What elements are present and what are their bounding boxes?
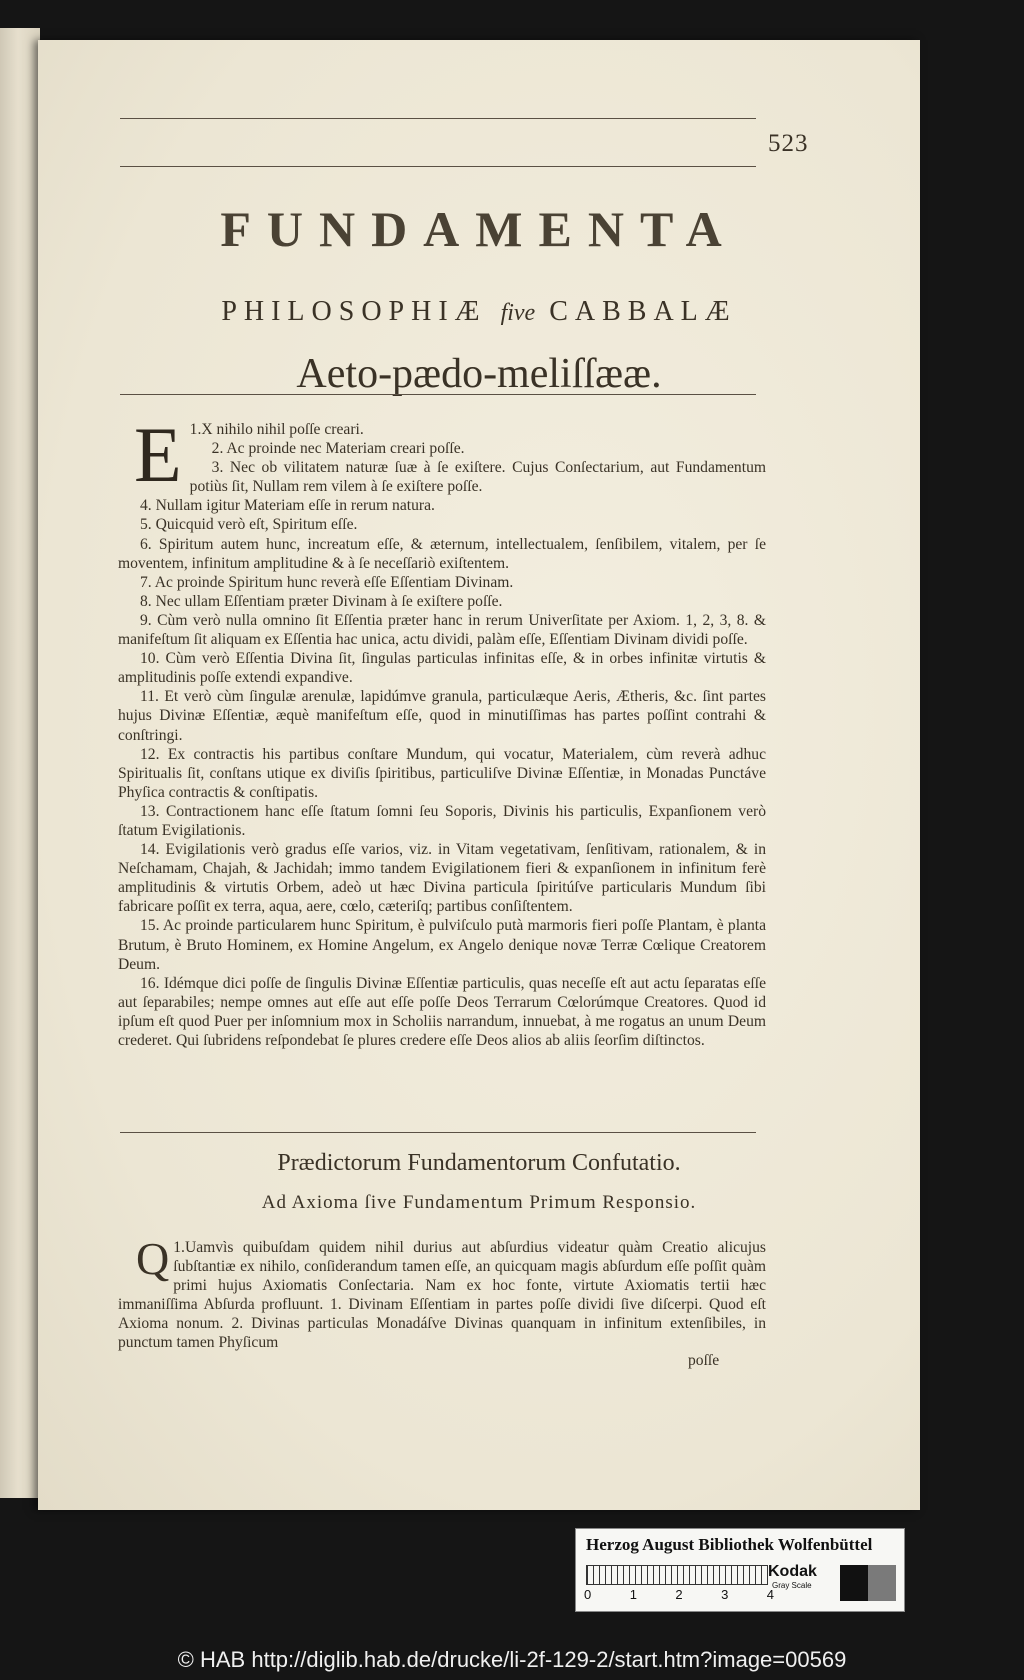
title-line-2 (38, 296, 920, 328)
kodak-logo: Kodak (768, 1563, 817, 1580)
axiom-6: 6. Spiritum autem hunc, increatum eſſe, & æternum, intellectualem, ſenſibilem, vitalem, per ſe moventem, infinitum amplitudine & à ſe neceſſariò exiſtentem. (118, 535, 766, 572)
axiom-text: X nihilo nihil poſſe creari. (201, 421, 364, 438)
title-aeto-paedo-melissaeae: Aeto-pædo-meliſſææ. (296, 351, 662, 397)
header-rule (120, 166, 756, 167)
axiom-15: 15. Ac proinde particularem hunc Spiritum, è pulviſculo putà marmoris fieri poſſe Plantam, è planta Brutum, è Bruto Hominem, ex Homine Angelum, ex Angelo denique novæ Terræ Cœlique Creatorem Deum. (118, 917, 766, 973)
confutatio-number: 1. (173, 1239, 185, 1256)
axiom-number: 1. (189, 421, 202, 438)
axiom-4: 4. Nullam igitur Materiam eſſe in rerum natura. (140, 497, 435, 515)
confutatio-body (118, 1233, 766, 1353)
axioms-body (118, 411, 766, 1050)
scale-number: 4 (766, 1587, 774, 1602)
top-rule (120, 118, 756, 119)
scale-number: 1 (629, 1587, 637, 1602)
axiom-8: 8. Nec ullam Eſſentiam præter Divinam à ſe exiſtere poſſe. (140, 592, 503, 610)
title-philosophiae: PHILOSOPHIÆ (221, 296, 487, 327)
library-label (575, 1528, 905, 1612)
title-rule (120, 394, 756, 395)
axiom-7: 7. Ac proinde Spiritum hunc reverà eſſe Eſſentiam Divinam. (140, 573, 514, 591)
axiom-16: 16. Idémque dici poſſe de ſingulis Divinæ Eſſentiæ particulis, quas neceſſe eſt aut actu ſeparatas eſſe aut ſeparabiles; nempe omnes aut eſſe aut eſſe poſſe Deos Terrarum Cœlorúmque Creatores. Quod id ipſum eſt quod Puer per inſomnium mox in Scholiis narrandum, innuebat, à me rogatus an unum Deum crederet. Qui ſubridens reſpondebat ſe plures credere eſſe Deos alios ab aliis ſeorſim diſtinctos. (118, 974, 766, 1049)
scale-number: 2 (675, 1587, 683, 1602)
section-rule (120, 1132, 756, 1133)
title-cabbalae: CABBALÆ (549, 296, 737, 327)
axiom-3: 3. Nec ob vilitatem naturæ ſuæ à ſe exiſtere. Cujus Conſectarium, aut Fundamentum potiùs ſit, Nullam rem vilem à ſe exiſtere poſſe. (189, 459, 766, 496)
axiom-10: 10. Cùm verò Eſſentia Divina ſit, ſingulas particulas infinitas eſſe, & in orbes infinitæ virtutis & amplitudinis poſſe extendi expandive. (118, 650, 766, 687)
scale-numbers (584, 1587, 774, 1602)
library-name: Herzog August Bibliothek Wolfenbüttel (586, 1535, 873, 1554)
gray-swatch (840, 1565, 896, 1601)
gray-scale-label: Gray Scale (772, 1581, 812, 1590)
measure-scale (586, 1565, 768, 1585)
scale-number: 3 (721, 1587, 729, 1602)
axiom-13: 13. Contractionem hanc eſſe ſtatum ſomni ſeu Soporis, Divinis his particulis, Expanſionem verò ſtatum Evigilationis. (118, 802, 766, 839)
axiom-9: 9. Cùm verò nulla omnino ſit Eſſentia præter hanc in rerum Univerſitate per Axiom. 1, 2, 3, 8. & manifeſtum ſit aliquam ex Eſſentia hac unica, actu dividi, palàm eſſe, Eſſentiam Divinam dividi poſſe. (118, 611, 766, 649)
confutatio-drop-cap: Q (136, 1233, 170, 1284)
page-number: 523 (768, 130, 809, 157)
axiom-11: 11. Et verò cùm ſingulæ arenulæ, lapidúmve granula, particulæque Aeris, Ætheris, &c. ſint partes hujus Divinæ Eſſentiæ, æquè manifeſtum eſſe, quod in minutiſſimas has partes poſſint contrahi & conſtringi. (118, 688, 766, 744)
drop-cap: E (134, 411, 182, 498)
footer-text[interactable]: © HAB http://diglib.hab.de/drucke/li-2f-129-2/start.htm?image=00569 (177, 1647, 847, 1672)
axiom-5: 5. Quicquid verò eſt, Spiritum eſſe. (140, 516, 358, 534)
axiom-14: 14. Evigilationis verò gradus eſſe varios, viz. in Vitam vegetativam, ſenſitivam, rationalem, & in Neſchamam, Chajah, & Jachidah; immo tandem Evigilationem fieri & expanſionem in infinitum ferè amplitudinis & virtutis Orbem, adeò ut hæc Divina particula ſpiritúſve particularis Mundum ſibi fabricare poſſit ex terra, aqua, aere, cœlo, cæteriſq; partibus conſiſtentem. (118, 841, 766, 916)
axiom-12: 12. Ex contractis his partibus conſtare Mundum, qui vocatur, Materialem, cùm reverà adhuc Spiritualis ſit, conſtans utique ex diviſis ſpiritibus, particuliſve Divinæ Eſſentiæ, in Monadas Punctáve Phyſica contractis & conſtipatis. (118, 745, 766, 801)
axiom-2: 2. Ac proinde nec Materiam creari poſſe. (211, 440, 465, 458)
confutatio-subtitle: Ad Axioma ſive Fundamentum Primum Responsio. (261, 1192, 697, 1213)
confutatio-title: Prædictorum Fundamentorum Confutatio. (277, 1150, 681, 1176)
copyright-footer[interactable] (0, 1640, 1024, 1680)
previous-page-edge (0, 28, 40, 1498)
catchword: poſſe (688, 1352, 720, 1369)
book-page (38, 40, 920, 1510)
confutatio-text: Uamvìs quibuſdam quidem nihil durius aut abſurdius videatur quàm Creatio alicujus ſubſtantiæ ex nihilo, conſiderandum tamen eſſe, an quicquam magis abſurdum eſſe poſſit quàm primi hujus Axiomatis Conſectaria. Nam ex hoc fonte, virtute Axiomatis tertii hæc immaniſſima Abſurda profluunt. 1. Divinam Eſſentiam in partes poſſe dividi ſive diſcerpi. Quod eſt Axioma nonum. 2. Divinas particulas Monadáſve Divinas quanquam in infinitum extenſibiles, in punctum tamen Phyſicum (118, 1239, 766, 1352)
title-fundamenta: FUNDAMENTA (220, 201, 738, 257)
confutatio-paragraph (118, 1233, 766, 1353)
scale-number: 0 (584, 1587, 592, 1602)
title-sive: five (500, 300, 536, 326)
